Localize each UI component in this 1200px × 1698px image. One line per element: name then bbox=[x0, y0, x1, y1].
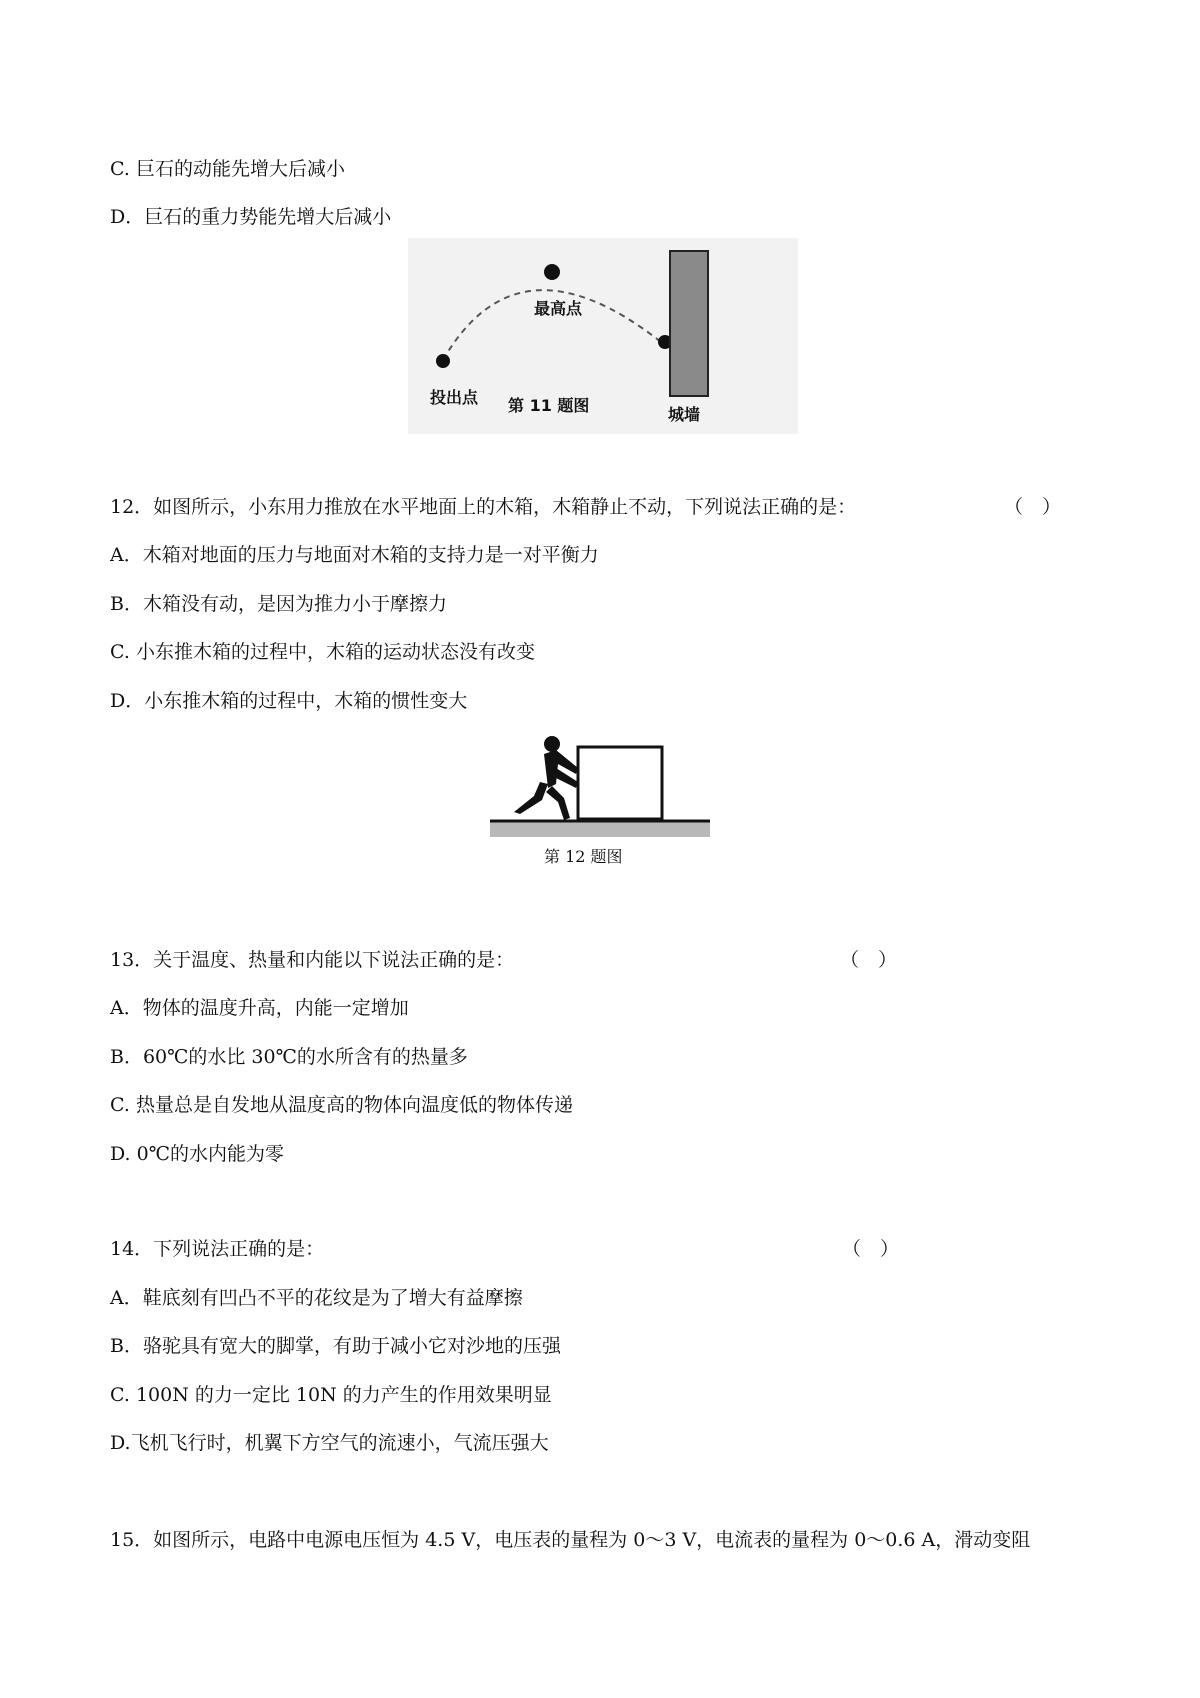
q12-option-d: D．小东推木箱的过程中，木箱的惯性变大 bbox=[110, 690, 468, 712]
q12-option-c: C. 小东推木箱的过程中，木箱的运动状态没有改变 bbox=[110, 641, 535, 663]
q14-option-d: D.飞机飞行时，机翼下方空气的流速小，气流压强大 bbox=[110, 1432, 549, 1454]
q12-option-b: B．木箱没有动，是因为推力小于摩擦力 bbox=[110, 593, 447, 615]
highest-point-dot bbox=[544, 264, 560, 280]
q13-stem: 13．关于温度、热量和内能以下说法正确的是： bbox=[110, 949, 515, 971]
q12-option-a: A．木箱对地面的压力与地面对木箱的支持力是一对平衡力 bbox=[110, 544, 599, 566]
city-wall-label: 城墙 bbox=[668, 405, 701, 424]
pushing-person bbox=[514, 736, 578, 820]
launch-point-label: 投出点 bbox=[430, 388, 479, 407]
q14-option-a: A．鞋底刻有凹凸不平的花纹是为了增大有益摩擦 bbox=[110, 1287, 523, 1309]
figure-12-caption: 第 12 题图 bbox=[544, 847, 623, 866]
q11-option-d: D．巨石的重力势能先增大后减小 bbox=[110, 206, 392, 228]
q15-stem: 15．如图所示，电路中电源电压恒为 4.5 V，电压表的量程为 0～3 V，电流表的量程为 0～0.6 A，滑动变阻 bbox=[110, 1529, 1031, 1551]
q12-stem: 12．如图所示，小东用力推放在水平地面上的木箱，木箱静止不动，下列说法正确的是： bbox=[110, 496, 857, 518]
city-wall bbox=[670, 251, 708, 396]
figure-12-drawing bbox=[490, 732, 716, 840]
q13-option-d: D. 0℃的水内能为零 bbox=[110, 1143, 284, 1165]
launch-point-dot bbox=[436, 354, 450, 368]
q13-answer-paren: （ ） bbox=[840, 949, 898, 971]
q13-option-a: A．物体的温度升高，内能一定增加 bbox=[110, 997, 409, 1019]
q13-option-c: C. 热量总是自发地从温度高的物体向温度低的物体传递 bbox=[110, 1094, 573, 1116]
figure-12 bbox=[490, 732, 716, 840]
q13-option-b: B．60℃的水比 30℃的水所含有的热量多 bbox=[110, 1046, 468, 1068]
q11-option-c: C. 巨石的动能先增大后减小 bbox=[110, 158, 345, 180]
figure-11-caption: 第 11 题图 bbox=[508, 396, 590, 415]
figure-11 bbox=[408, 238, 798, 434]
ground-hatch bbox=[490, 821, 710, 837]
q14-option-b: B．骆驼具有宽大的脚掌，有助于减小它对沙地的压强 bbox=[110, 1335, 561, 1357]
wooden-box bbox=[578, 747, 662, 819]
highest-point-label: 最高点 bbox=[534, 299, 583, 318]
q14-answer-paren: （ ） bbox=[842, 1238, 900, 1260]
q12-answer-paren: （ ） bbox=[1004, 496, 1062, 518]
q14-option-c: C. 100N 的力一定比 10N 的力产生的作用效果明显 bbox=[110, 1384, 552, 1406]
q14-stem: 14．下列说法正确的是： bbox=[110, 1238, 325, 1260]
